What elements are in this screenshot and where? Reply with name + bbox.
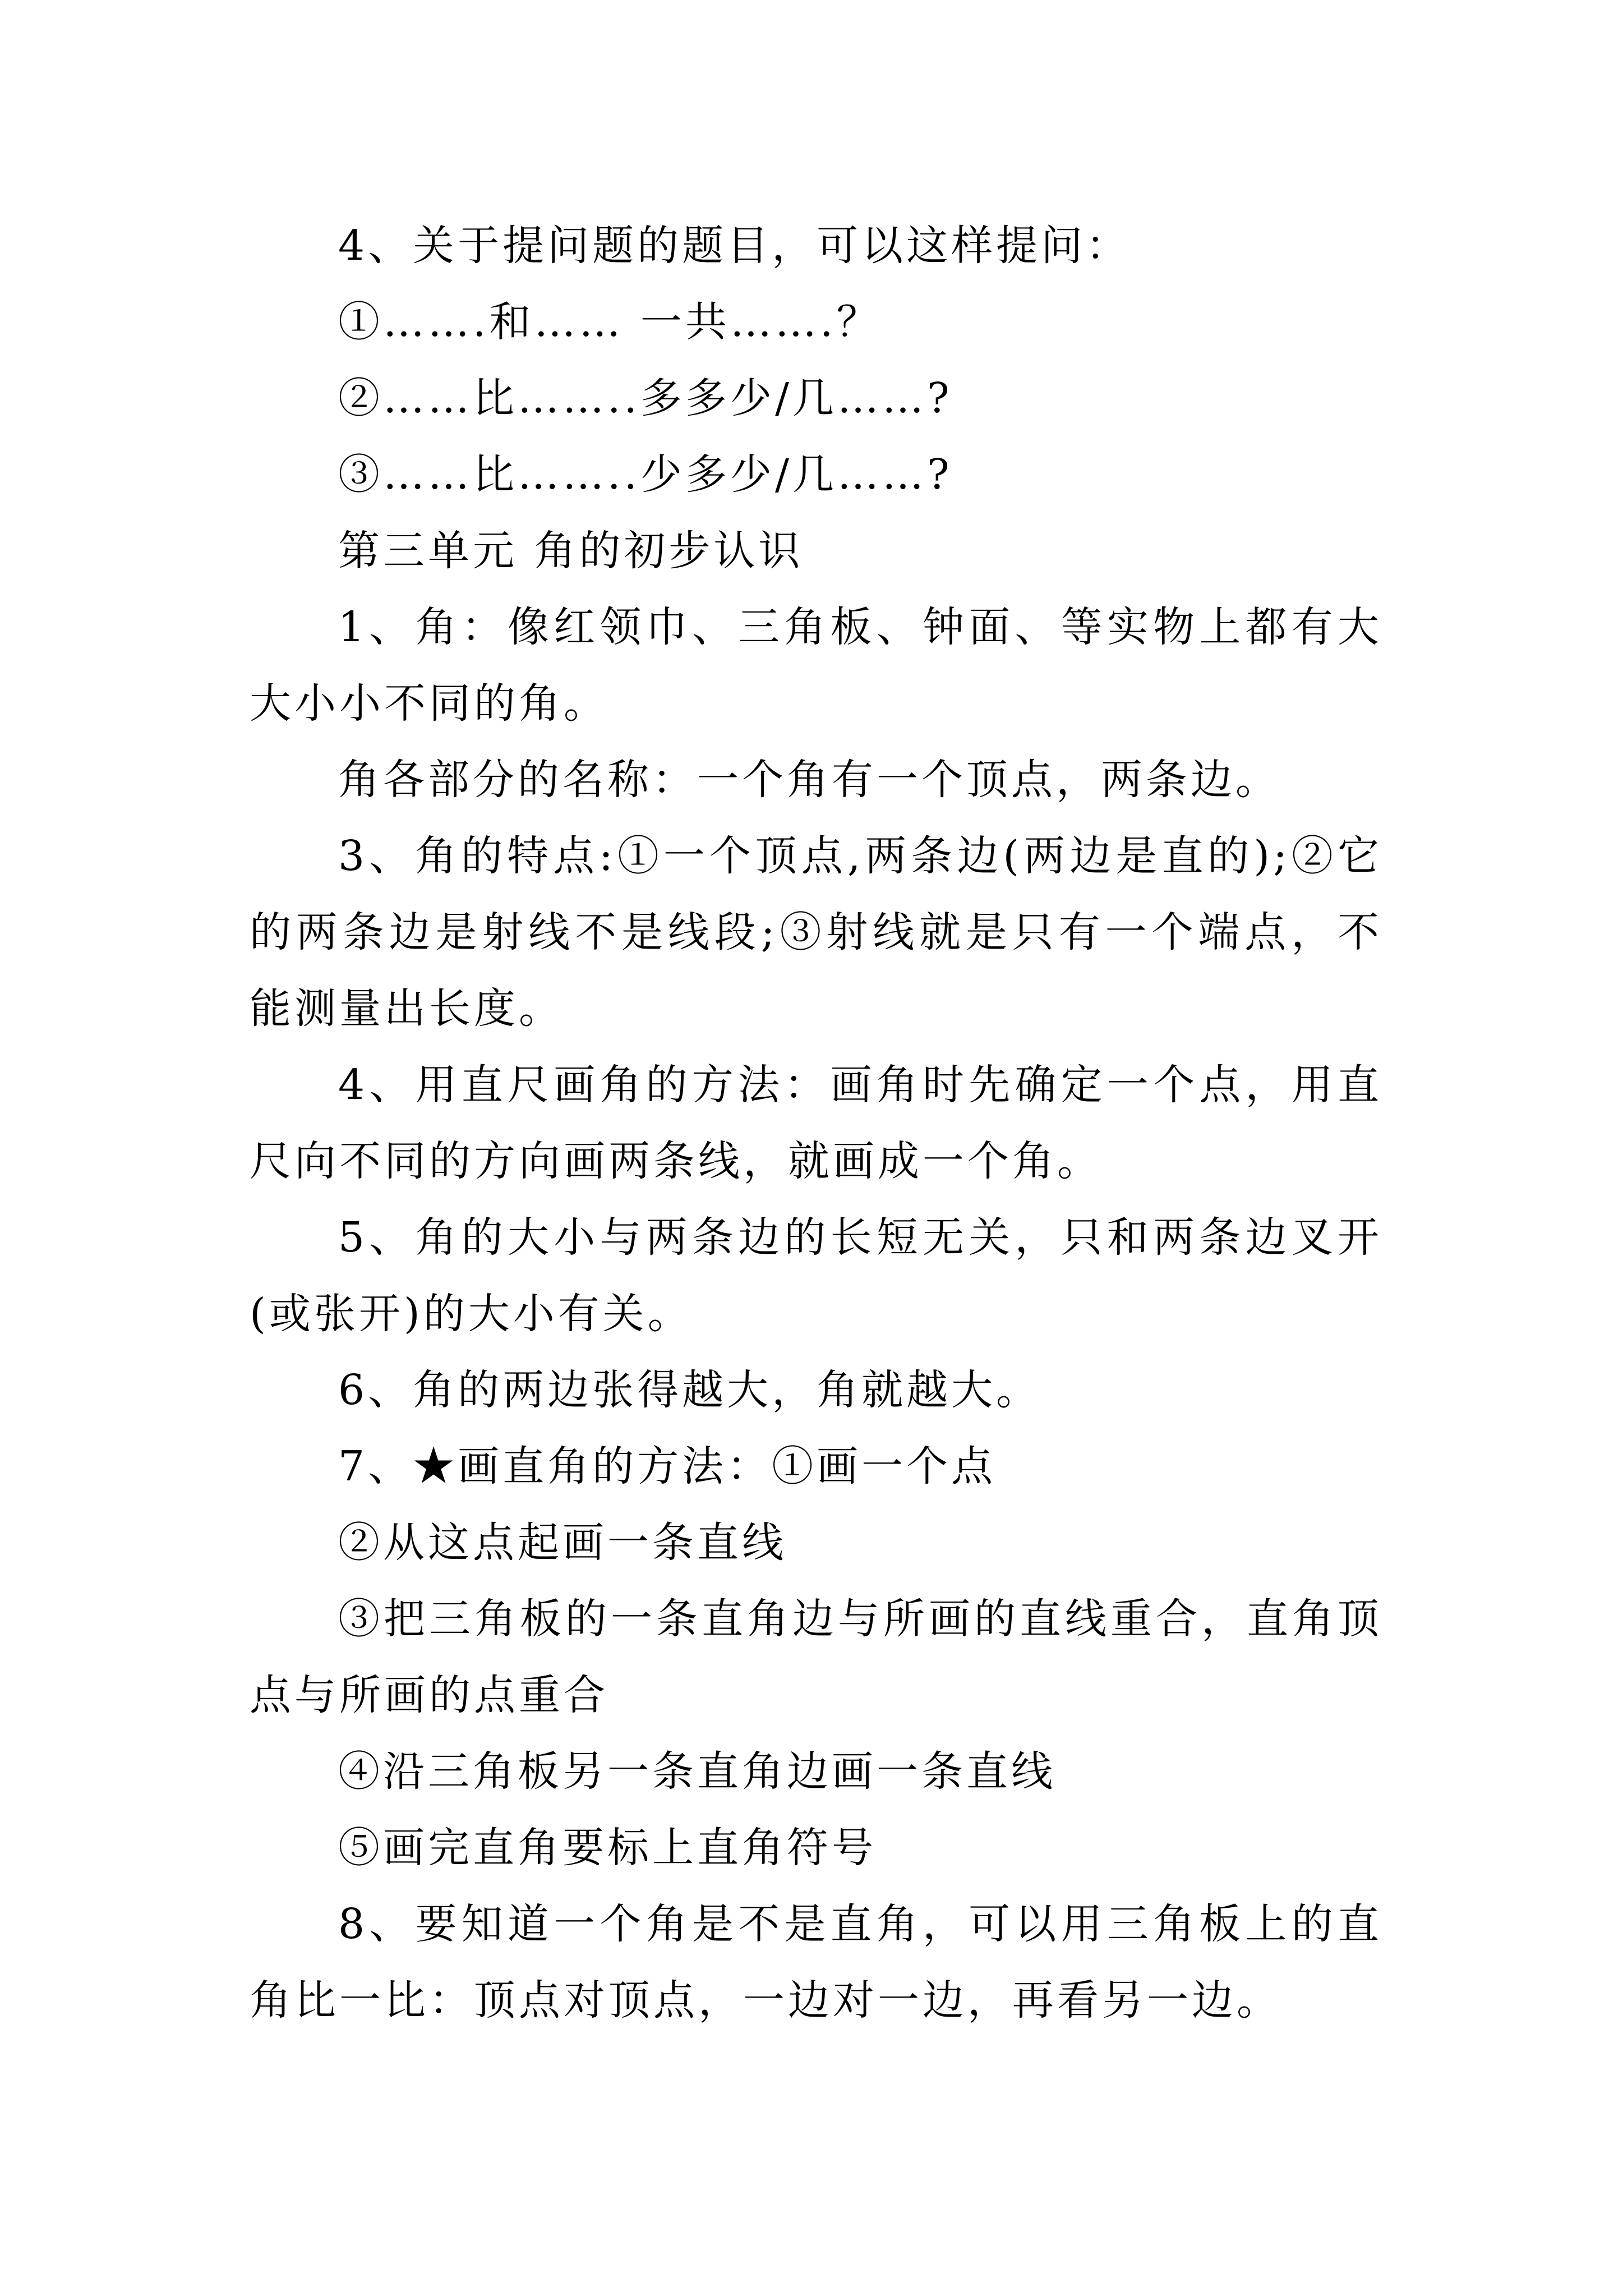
question-pattern-2: ②……比……..多多少/几……? [338,374,953,422]
right-angle-step-3: ③把三角板的一条直角边与所画的直线重合，直角顶点与所画的点重合 [250,1595,1382,1719]
angle-parts: 角各部分的名称：一个角有一个顶点，两条边。 [338,756,1280,804]
right-angle-step-4: ④沿三角板另一条直角边画一条直线 [338,1747,1056,1796]
angle-definition: 1、角：像红领巾、三角板、钟面、等实物上都有大大小小不同的角。 [250,603,1382,728]
right-angle-step-1: 7、★画直角的方法：①画一个点 [338,1442,997,1490]
right-angle-step-5: ⑤画完直角要标上直角符号 [338,1824,877,1872]
right-angle-step-2: ②从这点起画一条直线 [338,1519,787,1567]
angle-size-rule: 5、角的大小与两条边的长短无关，只和两条边叉开(或张开)的大小有关。 [250,1213,1382,1338]
drawing-angle-method: 4、用直尺画角的方法：画角时先确定一个点，用直尺向不同的方向画两条线，就画成一个角。 [250,1061,1382,1185]
question-tip-heading: 4、关于提问题的题目，可以这样提问： [338,222,1131,270]
question-pattern-1: ①…….和…… 一共…….？ [338,298,882,346]
unit-title: 第三单元 角的初步认识 [338,527,804,575]
question-pattern-3: ③……比……..少多少/几……? [338,450,953,499]
right-angle-check: 8、要知道一个角是不是直角，可以用三角板上的直角比一比：顶点对顶点，一边对一边，再看另一边。 [250,1900,1382,2024]
document-body [250,208,1382,2039]
angle-features: 3、角的特点:①一个顶点,两条边(两边是直的);②它的两条边是射线不是线段;③射线就是只有一个端点，不能测量出长度。 [250,832,1382,1033]
angle-opening-rule: 6、角的两边张得越大，角就越大。 [338,1366,1041,1414]
